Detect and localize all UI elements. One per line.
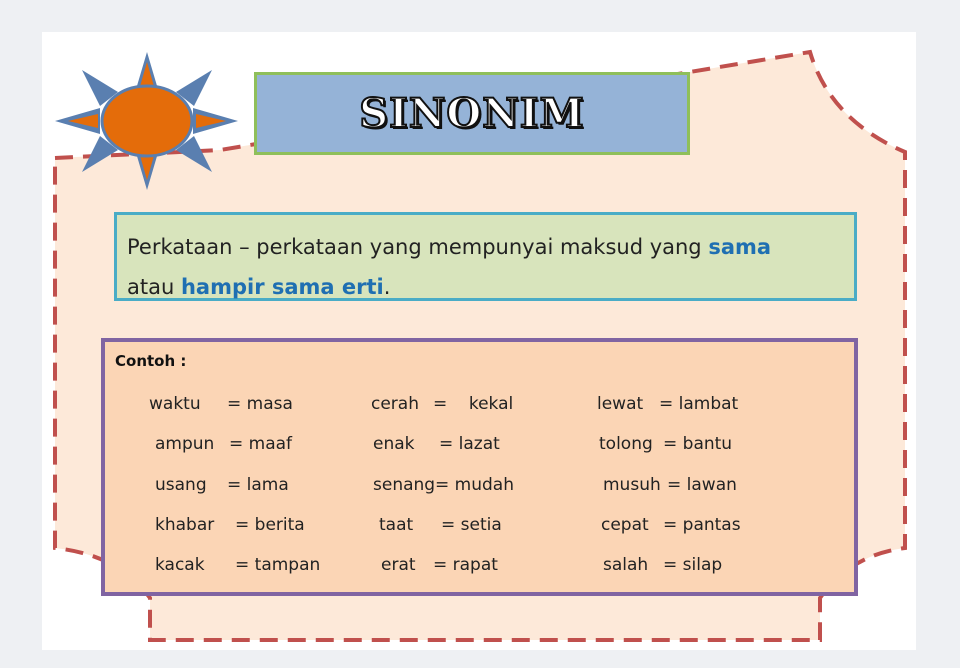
- definition-prefix: atau: [127, 275, 181, 299]
- synonym-pair: [379, 515, 502, 535]
- synonym-meaning: = tampan: [235, 555, 321, 575]
- synonym-word: musuh: [603, 475, 661, 495]
- synonym-meaning: = rapat: [433, 555, 498, 575]
- synonym-word: khabar: [155, 515, 215, 535]
- definition-line-1: [127, 227, 844, 267]
- synonym-pair: [599, 434, 732, 454]
- synonym-meaning: = maaf: [229, 434, 293, 454]
- synonym-meaning: = mudah: [435, 475, 514, 495]
- definition-highlight-sama: sama: [708, 235, 772, 259]
- definition-box: [114, 212, 857, 301]
- synonym-meaning: = lama: [227, 475, 289, 495]
- synonym-word: cerah: [371, 394, 419, 414]
- examples-heading: Contoh :: [115, 352, 187, 370]
- synonym-pair: [381, 555, 498, 575]
- synonym-pair: [155, 515, 305, 535]
- title-banner: [254, 72, 690, 155]
- synonym-word: lewat: [597, 394, 644, 414]
- synonym-word: waktu: [149, 394, 201, 414]
- synonym-meaning: = berita: [235, 515, 305, 535]
- synonym-pair: [603, 555, 722, 575]
- synonym-pair: [155, 475, 289, 495]
- synonym-word: senang: [373, 475, 436, 495]
- synonym-meaning: = lawan: [667, 475, 737, 495]
- synonym-pair: [603, 475, 737, 495]
- synonym-pair: [373, 475, 514, 495]
- definition-line-2: [127, 267, 844, 307]
- definition-highlight-hampir: hampir sama erti: [180, 275, 384, 299]
- synonym-meaning: = silap: [663, 555, 723, 575]
- synonym-meaning: = kekal: [433, 394, 514, 414]
- synonym-pair: [601, 515, 741, 535]
- definition-text: Perkataan – perkataan yang mempunyai maksud yang: [127, 235, 709, 259]
- synonym-meaning: = setia: [441, 515, 502, 535]
- synonym-word: taat: [379, 515, 414, 535]
- definition-suffix: .: [383, 275, 391, 299]
- synonym-pair: [597, 394, 738, 414]
- synonym-word: enak: [373, 434, 415, 454]
- synonym-word: kacak: [155, 555, 205, 575]
- synonym-word: salah: [603, 555, 649, 575]
- synonym-word: usang: [155, 475, 207, 495]
- synonym-meaning: = lazat: [439, 434, 500, 454]
- synonym-meaning: = masa: [227, 394, 293, 414]
- page-title: SINONIM: [359, 90, 585, 137]
- synonym-word: erat: [381, 555, 416, 575]
- synonym-pair: [371, 394, 513, 414]
- synonym-meaning: = bantu: [663, 434, 733, 454]
- synonym-word: ampun: [155, 434, 215, 454]
- synonym-word: tolong: [599, 434, 653, 454]
- synonym-pair: [149, 394, 293, 414]
- synonym-meaning: = lambat: [659, 394, 739, 414]
- synonym-word: cepat: [601, 515, 649, 535]
- synonym-meaning: = pantas: [663, 515, 741, 535]
- synonym-pair: [155, 555, 320, 575]
- examples-box: [101, 338, 858, 596]
- synonym-pair: [155, 434, 292, 454]
- synonym-pair: [373, 434, 500, 454]
